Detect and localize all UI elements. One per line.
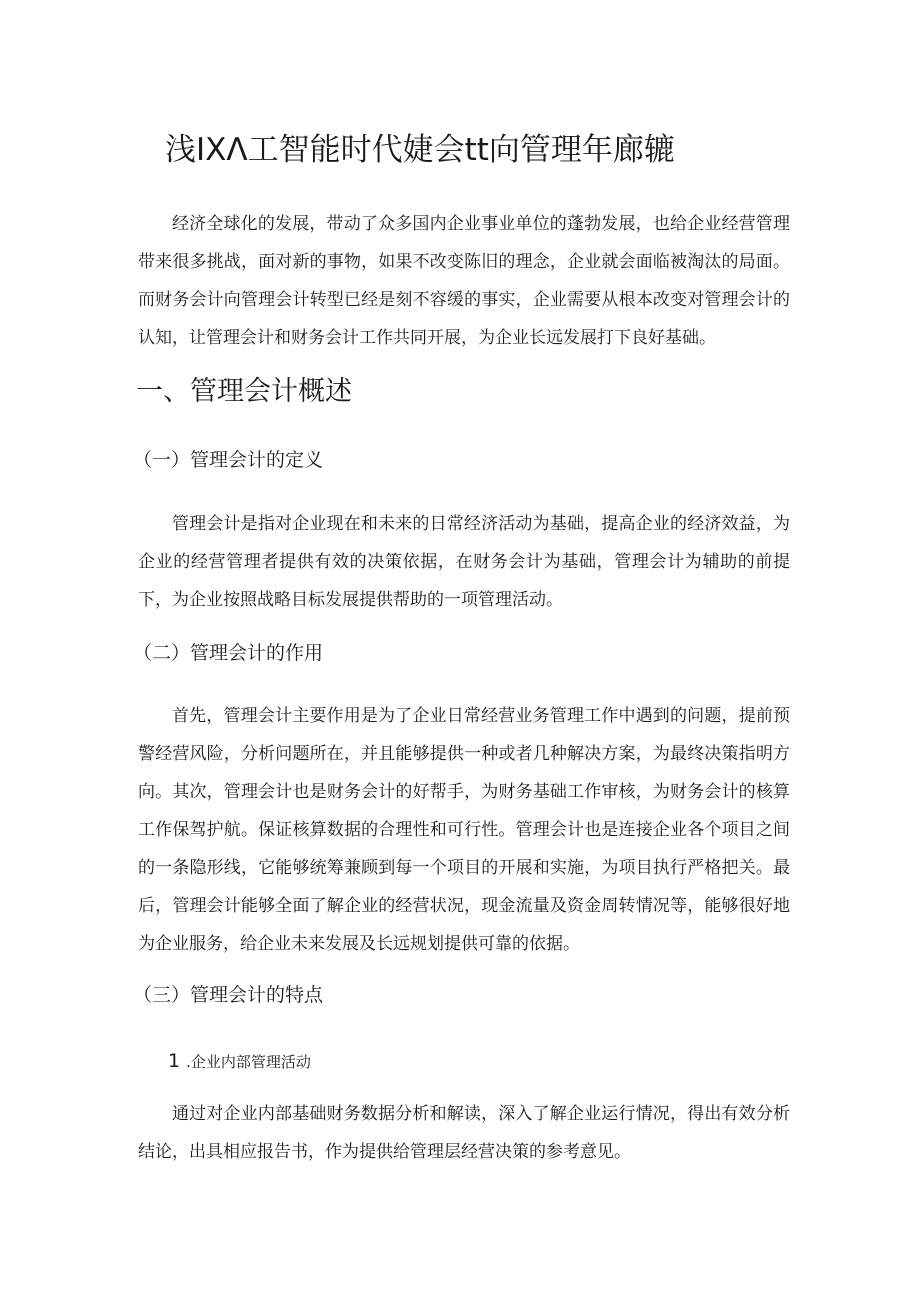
definition-paragraph: 管理会计是指对企业现在和未来的日常经济活动为基础，提高企业的经济效益，为企业的经营管理者提供有效的决策依据，在财务会计为基础，管理会计为辅助的前提下，为企业按照战略目标发展提供帮助的一项管理活动。 xyxy=(138,514,790,610)
subsection-heading-features: （三）管理会计的特点 xyxy=(133,984,324,1006)
subsection-heading-definition: （一）管理会计的定义 xyxy=(133,449,324,471)
feature-item-label: .企业内部管理活动 xyxy=(186,1053,311,1071)
feature-item-paragraph: 通过对企业内部基础财务数据分析和解读，深入了解企业运行情况，得出有效分析结论，出具相应报告书，作为提供给管理层经营决策的参考意见。 xyxy=(138,1104,790,1162)
section-heading-overview: 一、管理会计概述 xyxy=(136,376,352,407)
subsection-heading-role: （二）管理会计的作用 xyxy=(133,642,324,664)
feature-item-number: 1 xyxy=(168,1050,181,1072)
feature-item-heading xyxy=(168,1047,311,1076)
document-title: 浅IXΛ工智能时代婕会tt向管理年廊辘 xyxy=(165,132,675,168)
role-paragraph: 首先，管理会计主要作用是为了企业日常经营业务管理工作中遇到的问题，提前预警经营风险，分析问题所在，并且能够提供一种或者几种解决方案，为最终决策指明方向。其次，管理会计也是财务会计的好帮手，为财务基础工作审核，为财务会计的核算工作保驾护航。保证核算数据的合理性和可行性。管理会计也是连接企业各个项目之间的一条隐形线，它能够统筹兼顾到每一个项目的开展和实施，为项目执行严格把关。最后，管理会计能够全面了解企业的经营状况，现金流量及资金周转情况等，能够很好地为企业服务，给企业未来发展及长远规划提供可靠的依据。 xyxy=(138,706,790,954)
intro-paragraph: 经济全球化的发展，带动了众多国内企业事业单位的蓬勃发展，也给企业经营管理带来很多挑战，面对新的事物，如果不改变陈旧的理念，企业就会面临被淘汰的局面。而财务会计向管理会计转型已经是刻不容缓的事实，企业需要从根本改变对管理会计的认知，让管理会计和财务会计工作共同开展，为企业长远发展打下良好基础。 xyxy=(138,214,790,348)
